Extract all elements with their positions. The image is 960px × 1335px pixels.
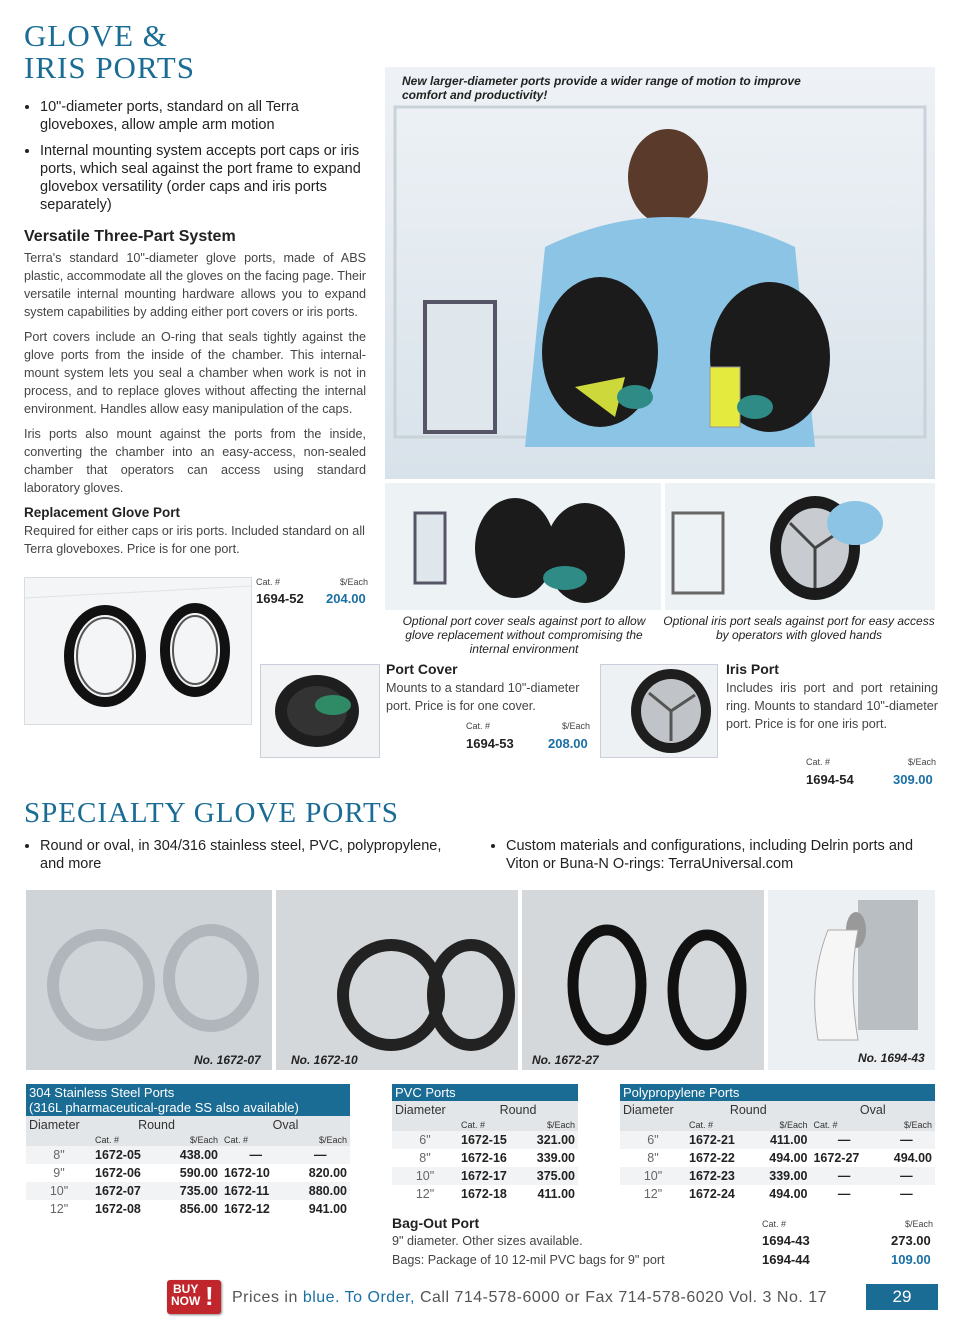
cat-cell: 1672-16 [461,1151,507,1165]
col-header-diameter: Diameter [623,1103,674,1117]
photo-label: No. 1694-43 [858,1051,925,1065]
col-header-diameter: Diameter [395,1103,446,1117]
stainless-ports-image [26,890,272,1070]
bag-out-line-2: Bags: Package of 10 12-mil PVC bags for 9" port [392,1253,665,1267]
iris-port-action-image [665,483,935,610]
pvc-ports-image [276,890,518,1070]
bullet-item: • Internal mounting system accepts port caps or iris ports, which seal against the port frame to expand glovebox versatility (order caps and iris ports separately) [40,142,364,214]
footer-contact: Call 714-578-6000 or Fax 714-578-6020 Vol. 3 No. 17 [419,1289,828,1306]
paragraph: Iris ports also mount against the ports from the inside, converting the chamber into an easy-access, non-sealed chamber that operators can access using standard laboratory gloves. [24,427,366,495]
buy-now-button[interactable] [167,1280,221,1314]
diameter-cell: 8" [53,1148,65,1162]
col-header-diameter: Diameter [29,1118,80,1132]
title-line-1: GLOVE & [24,18,168,53]
table-row [392,1131,578,1149]
subheader-empty [620,1119,686,1131]
bag-out-price-1: 273.00 [891,1233,931,1248]
main-photo-caption: New larger-diameter ports provide a wider range of motion to improve comfort and productivity! [402,74,801,102]
iris-port-cat: 1694-54 [806,772,854,787]
table-row [26,1182,350,1200]
stainless-price-table [26,1116,350,1218]
cat-cell: 1672-21 [689,1133,735,1147]
price-cell: 880.00 [308,1184,347,1198]
col-header-round: Round [729,1103,767,1117]
bullet-item: • Custom materials and configurations, including Delrin ports and Viton or Buna-N O-rings: TerraUniversal.com [506,837,936,873]
pvc-table [392,1084,578,1203]
port-cover-product-photo [260,664,380,758]
table-row [392,1149,578,1167]
footer-order[interactable]: To Order, [344,1289,415,1306]
table-row [26,1146,350,1164]
table-header-row [620,1101,935,1119]
bag-out-title: Bag-Out Port [392,1215,480,1231]
bullet-item: • 10"-diameter ports, standard on all Terra gloveboxes, allow ample arm motion [40,98,364,134]
subheader-each: $/Each [903,1120,932,1130]
cat-cell: 1672-06 [95,1166,141,1180]
port-cover-cat: 1694-53 [466,736,514,751]
bag-out-price-2: 109.00 [891,1252,931,1267]
subheader-each: $/Each [318,1135,347,1145]
iris-port-price: 309.00 [893,772,933,787]
bag-out-cat-2: 1694-44 [762,1252,810,1267]
table-row [620,1167,935,1185]
footer-text [232,1289,827,1307]
price-cell: 321.00 [536,1133,575,1147]
cat-cell: 1672-17 [461,1169,507,1183]
replacement-text: Required for either caps or iris ports. Included standard on all Terra gloveboxes. Price is for one port. [24,524,365,556]
subhead-three-part: Versatile Three-Part System [24,228,236,245]
bullet-item: • Round or oval, in 304/316 stainless steel, PVC, polypropylene, and more [40,837,464,873]
cat-cell: 1672-18 [461,1187,507,1201]
price-cell: 438.00 [179,1148,218,1162]
cat-cell: 1672-24 [689,1187,735,1201]
cat-cell: 1672-15 [461,1133,507,1147]
table-subheader-row [392,1119,578,1131]
cat-cell: 1672-07 [95,1184,141,1198]
cat-cell: 1672-12 [223,1202,270,1216]
diameter-cell: 12" [415,1187,435,1201]
subheader-each: $/Each [189,1135,218,1145]
price-cell: 494.00 [769,1187,808,1201]
port-cover-photo [385,483,661,610]
bag-out-port-image [768,890,935,1070]
table-title-line: 304 Stainless Steel Ports [29,1085,175,1100]
table-row [392,1167,578,1185]
col-header-round: Round [138,1118,175,1132]
price-cell: — [900,1133,913,1147]
table-row [26,1200,350,1218]
diameter-cell: 6" [419,1133,431,1147]
polypropylene-ports-image [522,890,764,1070]
cat-cell: 1672-08 [95,1202,141,1216]
price-cell: 494.00 [893,1151,932,1165]
subheader-cat: Cat. # [461,1120,486,1130]
polypropylene-table [620,1084,935,1203]
stainless-table [26,1084,350,1218]
table-header-row [26,1116,350,1134]
table-row [392,1185,578,1203]
photo-label: No. 1672-27 [532,1053,599,1067]
cat-cell: 1672-23 [689,1169,735,1183]
section-title-glove [24,20,195,84]
port-cover-image [261,665,379,757]
glove-bullets [24,98,364,222]
footer-prices: Prices in [232,1289,298,1306]
specialty-photo-polypropylene [522,890,764,1070]
specialty-bullet-left [24,837,464,881]
pvc-table-title: PVC Ports [392,1084,578,1101]
caption-port-cover: Optional port cover seals against port to allow glove replacement without compromising the internal environment [402,614,646,656]
table-row [26,1164,350,1182]
replacement-price: 204.00 [326,591,366,606]
glove-ring-image [25,578,251,724]
table-row [620,1149,935,1167]
table-title-line: (316L pharmaceutical-grade SS also available) [29,1100,299,1115]
bag-out-line-1: 9" diameter. Other sizes available. [392,1234,583,1248]
photo-label: No. 1672-07 [194,1053,261,1067]
replacement-port-photo [24,577,252,725]
price-cell: 856.00 [179,1202,218,1216]
col-header-oval: Oval [272,1118,299,1132]
subheader-each: $/Each [546,1120,575,1130]
section-title-specialty: SPECIALTY GLOVE PORTS [24,797,399,829]
diameter-cell: 8" [647,1151,659,1165]
subheader-empty [26,1134,92,1146]
cat-cell: 1672-22 [689,1151,735,1165]
specialty-bullet-right [490,837,936,881]
price-label: $/Each [905,1219,934,1229]
price-cell: 590.00 [179,1166,218,1180]
replacement-cat: 1694-52 [256,591,304,606]
cat-label: Cat. # [806,757,831,767]
iris-port-photo [665,483,935,610]
diameter-cell: 9" [53,1166,65,1180]
port-cover-price: 208.00 [548,736,588,751]
buy-now-line-2: NOW [171,1294,201,1308]
cat-label: Cat. # [762,1219,787,1229]
iris-port-title: Iris Port [726,661,779,677]
body-paragraphs [24,249,366,497]
footer-blue: blue. [302,1289,341,1306]
price-label: $/Each [340,577,369,587]
cat-cell: 1672-05 [95,1148,141,1162]
cat-cell: — [837,1133,851,1147]
col-header-round: Round [499,1103,537,1117]
paragraph: Terra's standard 10"-diameter glove ports, made of ABS plastic, accommodate all the gloves on the facing page. Their versatile internal mounting hardware allows you to expand system capabilities by adding either port covers or iris ports. [24,251,366,319]
diameter-cell: 8" [419,1151,431,1165]
subheader-each: $/Each [779,1120,808,1130]
paragraph: Port covers include an O-ring that seals tightly against the glove ports from the inside of the chamber. This internal-mount system lets you seal a chamber when work is not in process, and to replace gloves without affecting the internal environment. Handles allow easy manipulation of the caps. [24,330,366,416]
stainless-table-title [26,1084,350,1116]
subheader-cat: Cat. # [689,1120,714,1130]
diameter-cell: 10" [415,1169,435,1183]
polypropylene-price-table [620,1101,935,1203]
subheader-cat: Cat. # [813,1120,838,1130]
subheader-cat: Cat. # [223,1135,248,1145]
caption-iris-port: Optional iris port seals against port for easy access by operators with gloved hands [663,614,935,642]
price-cell: 339.00 [536,1151,575,1165]
table-row [620,1185,935,1203]
specialty-photo-bagout [768,890,935,1070]
cat-cell: 1672-27 [813,1151,860,1165]
price-label: $/Each [562,721,591,731]
table-subheader-row [620,1119,935,1131]
port-cover-title: Port Cover [386,661,458,677]
polypropylene-table-title: Polypropylene Ports [620,1084,935,1101]
col-header-oval: Oval [859,1103,886,1117]
diameter-cell: 6" [647,1133,659,1147]
cat-cell: — [837,1187,851,1201]
price-cell: 411.00 [537,1187,575,1201]
bag-out-cat-1: 1694-43 [762,1233,810,1248]
subheader-empty [392,1119,458,1131]
price-cell: 411.00 [769,1133,808,1147]
port-cover-action-image [385,483,661,610]
price-cell: 494.00 [769,1151,808,1165]
price-cell: 375.00 [536,1169,575,1183]
price-cell: 735.00 [179,1184,218,1198]
page-number-tab [866,1284,938,1310]
cat-label: Cat. # [466,721,491,731]
page-number: 29 [892,1287,912,1306]
cat-cell: — [837,1169,851,1183]
cat-cell: — [249,1148,263,1162]
table-header-row [392,1101,578,1119]
glovebox-operator-image [385,67,935,479]
cat-label: Cat. # [256,577,281,587]
price-cell: 820.00 [308,1166,347,1180]
subheader-cat: Cat. # [95,1135,120,1145]
exclamation-icon: ! [205,1281,214,1311]
diameter-cell: 10" [643,1169,663,1183]
port-cover-text: Mounts to a standard 10"-diameter port. Price is for one cover. [386,681,580,713]
diameter-cell: 12" [49,1202,69,1216]
replacement-title: Replacement Glove Port [24,505,181,520]
price-label: $/Each [908,757,937,767]
price-cell: — [314,1148,327,1162]
iris-port-product-photo [600,664,718,758]
pvc-price-table [392,1101,578,1203]
diameter-cell: 10" [49,1184,69,1198]
price-cell: 339.00 [769,1169,808,1183]
title-line-2: IRIS PORTS [24,50,195,85]
iris-port-image [601,665,717,757]
iris-port-text: Includes iris port and port retaining ring. Mounts to standard 10"-diameter port. Price is for one iris port. [726,681,938,731]
table-subheader-row [26,1134,350,1146]
diameter-cell: 12" [643,1187,663,1201]
table-row [620,1131,935,1149]
price-cell: — [900,1169,913,1183]
specialty-photo-pvc [276,890,518,1070]
photo-label: No. 1672-10 [291,1053,358,1067]
price-cell: — [900,1187,913,1201]
main-glovebox-photo [385,67,935,479]
cat-cell: 1672-10 [223,1166,270,1180]
buy-now-line-1: BUY [173,1282,199,1296]
cat-cell: 1672-11 [223,1184,270,1198]
price-cell: 941.00 [308,1202,347,1216]
specialty-photo-stainless [26,890,272,1070]
